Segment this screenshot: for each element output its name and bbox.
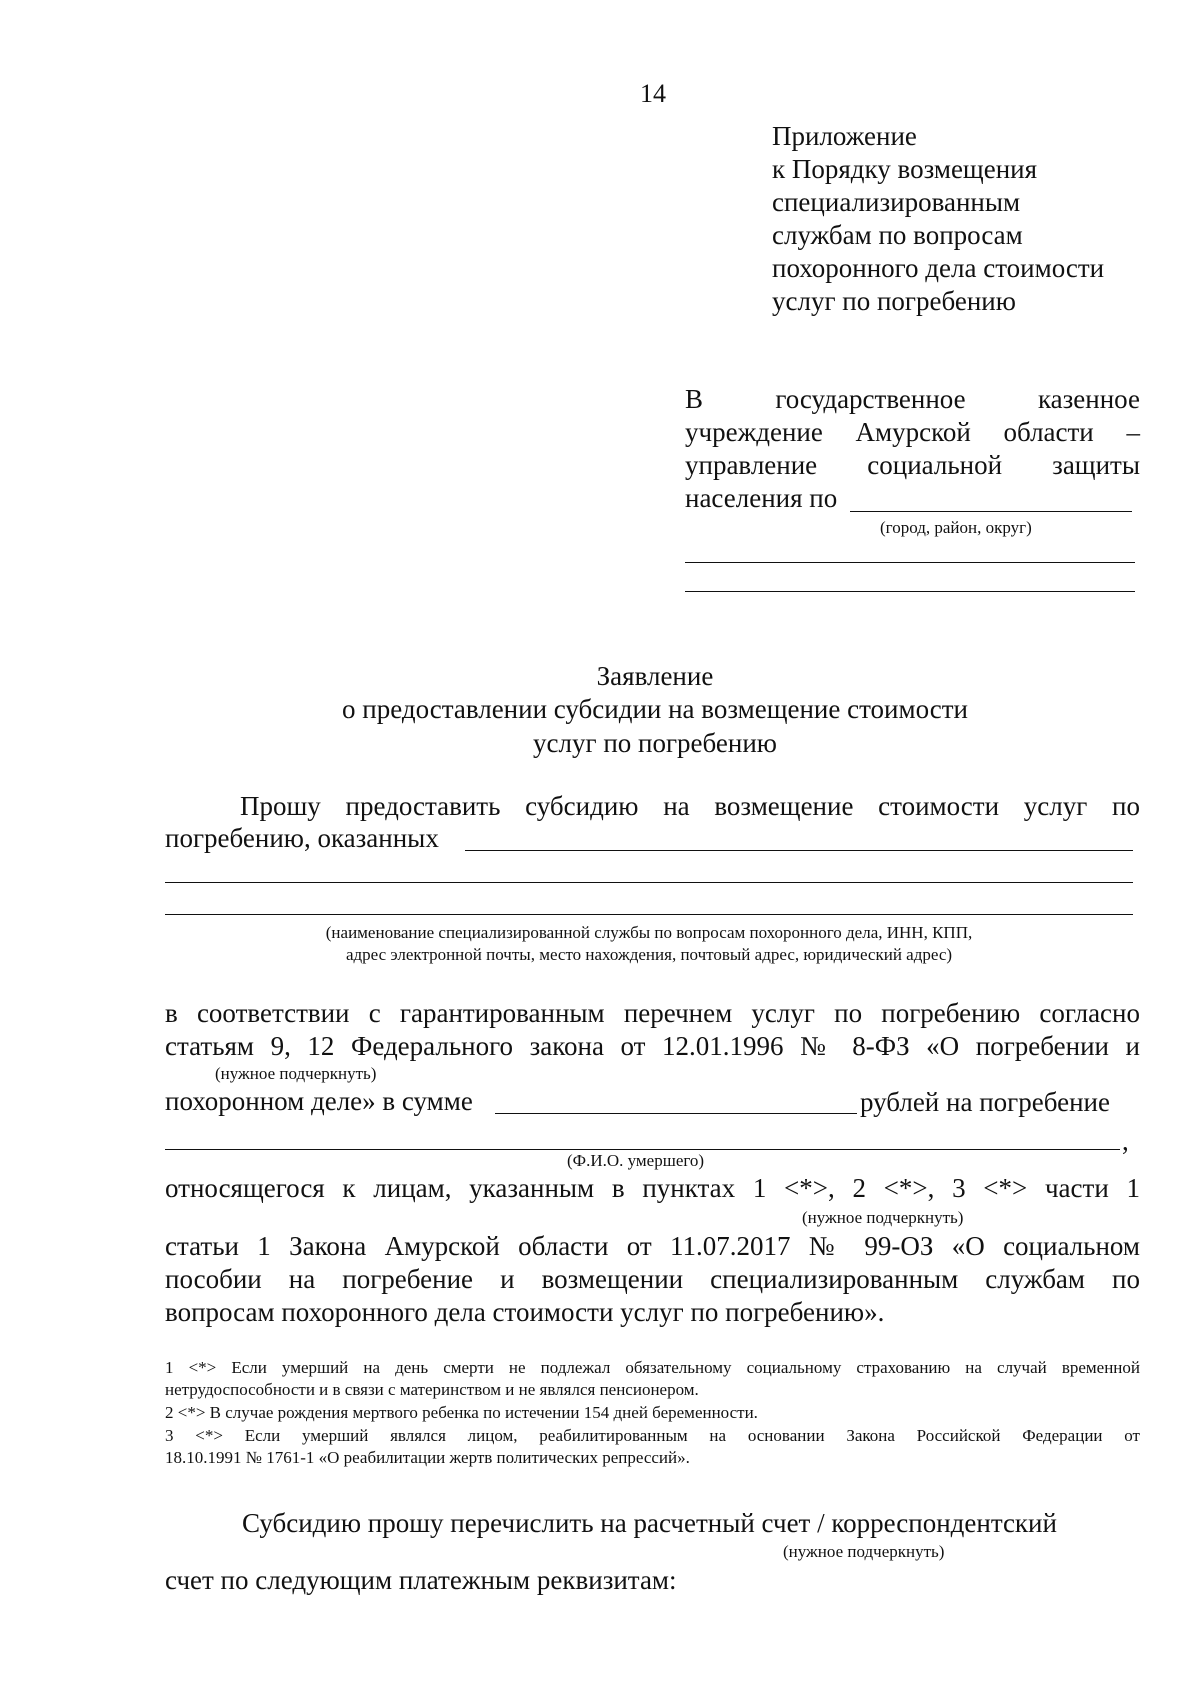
addressee-extra-line-1[interactable]: [685, 562, 1135, 563]
addressee-line-2: учреждение Амурской области –: [685, 417, 1140, 447]
addressee-extra-line-2[interactable]: [685, 591, 1135, 592]
service-hint-2: адрес электронной почты, место нахождения, почтовый адрес, юридический адрес): [345, 945, 953, 964]
guarantee-line-2: статьям 9, 12 Федерального закона от 12.01.1996 № 8-ФЗ «О погребении и: [165, 1031, 1140, 1061]
category-line-1: относящегося к лицам, указанным в пунктах 1 <*>, 2 <*>, 3 <*> части 1: [165, 1173, 1140, 1203]
payment-line-1: Субсидию прошу перечислить на расчетный счет / корреспондентский: [242, 1508, 1057, 1538]
appendix-line: службам по вопросам: [772, 220, 1023, 250]
sum-field-line[interactable]: [495, 1113, 857, 1114]
addressee-line-1: В государственное казенное: [685, 384, 1140, 414]
footnote-1-line-1: 1 <*> Если умерший на день смерти не подлежал обязательному социальному страхованию на случай временной: [165, 1358, 1140, 1377]
addressee-block: [685, 383, 1140, 515]
underline-hint-1: (нужное подчеркнуть): [215, 1064, 377, 1083]
appendix-line: услуг по погребению: [772, 286, 1016, 316]
appendix-line: специализированным: [772, 187, 1021, 217]
request-line-1: Прошу предоставить субсидию на возмещение стоимости услуг по: [240, 791, 1140, 821]
payment-line-2: счет по следующим платежным реквизитам:: [165, 1565, 677, 1595]
document-subtitle-1: о предоставлении субсидии на возмещение стоимости: [342, 694, 968, 724]
category-line-4: вопросам похоронного дела стоимости услуг по погребению».: [165, 1297, 885, 1327]
underline-hint-2: (нужное подчеркнуть): [802, 1208, 964, 1227]
page-number: 14: [640, 79, 666, 108]
footnote-3-line-1: 3 <*> Если умерший являлся лицом, реабилитированным на основании Закона Российской Федерации от: [165, 1426, 1140, 1445]
burial-label: рублей на погребение: [860, 1087, 1110, 1117]
district-field-line[interactable]: [850, 511, 1132, 512]
service-hint-1: (наименование специализированной службы по вопросам похоронного дела, ИНН, КПП,: [325, 923, 973, 942]
category-line-2: статьи 1 Закона Амурской области от 11.07.2017 № 99-ОЗ «О социальном: [165, 1231, 1140, 1261]
addressee-line-4: населения по: [685, 483, 838, 513]
appendix-line: к Порядку возмещения: [772, 154, 1038, 184]
footnote-2: 2 <*> В случае рождения мертвого ребенка по истечении 154 дней беременности.: [165, 1403, 758, 1422]
sum-label: похоронном деле» в сумме: [165, 1086, 473, 1116]
service-name-line-3[interactable]: [165, 914, 1133, 915]
service-name-line-1[interactable]: [465, 850, 1133, 851]
request-line-2: погребению, оказанных: [165, 823, 439, 853]
guarantee-line-1: в соответствии с гарантированным перечнем услуг по погребению согласно: [165, 998, 1140, 1028]
appendix-block: [772, 120, 1172, 318]
footnote-3-line-2: 18.10.1991 № 1761-1 «О реабилитации жертв политических репрессий».: [165, 1448, 690, 1467]
category-line-3: пособии на погребение и возмещении специализированным службам по: [165, 1264, 1140, 1294]
document-subtitle-2: услуг по погребению: [533, 728, 777, 758]
deceased-comma: ,: [1122, 1126, 1129, 1156]
payment-hint: (нужное подчеркнуть): [783, 1542, 945, 1561]
district-hint: (город, район, округ): [880, 518, 1032, 537]
service-name-line-2[interactable]: [165, 882, 1133, 883]
deceased-hint: (Ф.И.О. умершего): [567, 1151, 705, 1170]
appendix-line: Приложение: [772, 121, 917, 151]
document-title: Заявление: [596, 661, 714, 691]
footnote-1-line-2: нетрудоспособности и в связи с материнством и не являлся пенсионером.: [165, 1380, 699, 1399]
appendix-line: похоронного дела стоимости: [772, 253, 1105, 283]
addressee-line-3: управление социальной защиты: [685, 450, 1140, 480]
